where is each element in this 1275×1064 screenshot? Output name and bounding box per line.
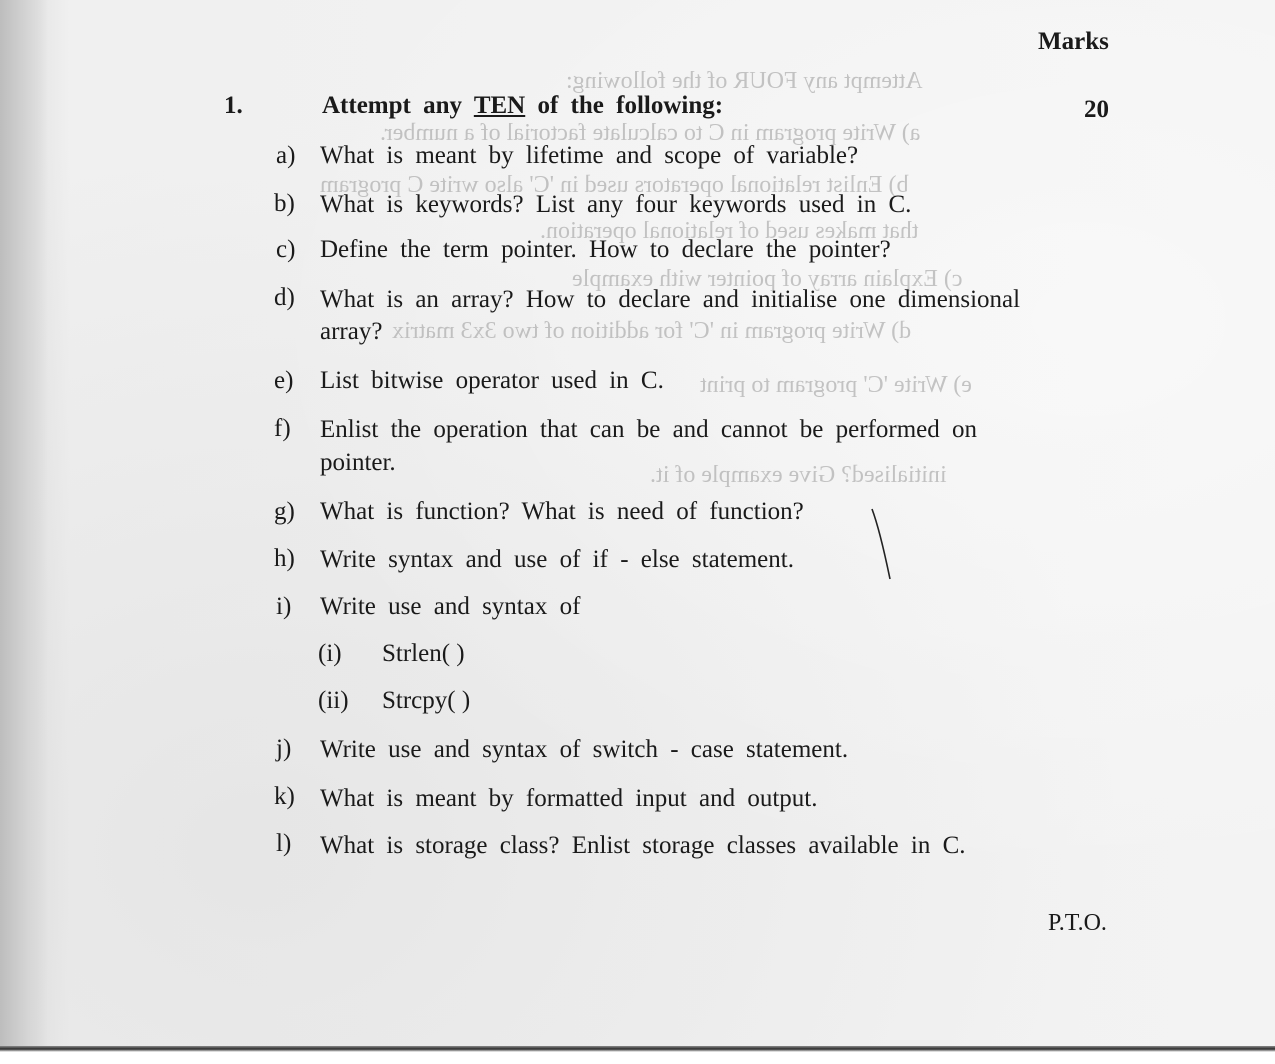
item-label-c: c) [276,236,296,263]
item-text-a: What is meant by lifetime and scope of variable? [320,142,859,169]
sub-item-label-i: (i) [318,640,342,667]
page-spine-shadow [0,0,48,1064]
bleed-through-line: Attempt any FOUR of the following: [566,68,923,94]
item-text-e: List bitwise operator used in C. [320,367,664,394]
question-marks: 20 [1084,96,1109,123]
bleed-through-line: c) Explain array of pointer with example [572,266,963,292]
item-label-g: g) [274,498,295,525]
pto-note: P.T.O. [1048,910,1107,936]
item-text-f-line2: pointer. [320,449,396,476]
item-text-i: Write use and syntax of [320,593,581,620]
bleed-through-line: a) Write program in C to calculate factorial of a number. [380,120,921,146]
page-bottom-edge [0,1046,1275,1064]
item-label-l: l) [276,830,292,857]
bleed-through-line: b) Enlist relational operators used in 'C' also write C program [320,172,909,198]
item-label-e: e) [274,367,294,394]
item-text-j: Write use and syntax of switch - case statement. [320,736,849,763]
question-number: 1. [224,92,243,119]
item-text-k: What is meant by formatted input and output. [320,785,818,812]
bleed-through-line: e) Write 'C' program to print [700,372,972,398]
sub-item-label-ii: (ii) [318,687,349,714]
item-text-d-line1: What is an array? How to declare and initialise one dimensional [320,286,1021,313]
item-text-b: What is keywords? List any four keywords used in C. [320,191,912,218]
instruction-suffix: of the following: [537,92,724,119]
item-text-g: What is function? What is need of function? [320,498,804,525]
item-label-a: a) [276,142,296,169]
pen-mark [868,505,898,585]
question-instruction [322,92,723,120]
bleed-through-line: d) Write program in 'C' for addition of two 3x3 matrix [392,318,912,344]
marks-column-header: Marks [1038,28,1109,55]
item-label-i: i) [276,593,292,620]
item-text-l: What is storage class? Enlist storage classes available in C. [320,832,966,859]
item-text-f-line1: Enlist the operation that can be and cannot be performed on [320,416,978,443]
item-label-b: b) [274,190,295,217]
item-text-h: Write syntax and use of if - else statement. [320,546,794,573]
bleed-through-line: initialised? Give example of it. [650,462,947,488]
item-text-c: Define the term pointer. How to declare the pointer? [320,236,891,263]
bleed-through-line: that makes used of relational operation. [540,218,919,244]
item-label-d: d) [274,284,295,311]
item-text-d-line2: array? [320,318,383,345]
item-label-j: j) [276,735,292,762]
sub-item-text-i: Strlen( ) [382,640,465,667]
instruction-emphasis: TEN [473,92,526,119]
item-label-f: f) [274,415,291,442]
instruction-prefix: Attempt any [322,92,463,119]
item-label-h: h) [274,545,295,572]
sub-item-text-ii: Strcpy( ) [382,687,471,714]
item-label-k: k) [274,783,295,810]
